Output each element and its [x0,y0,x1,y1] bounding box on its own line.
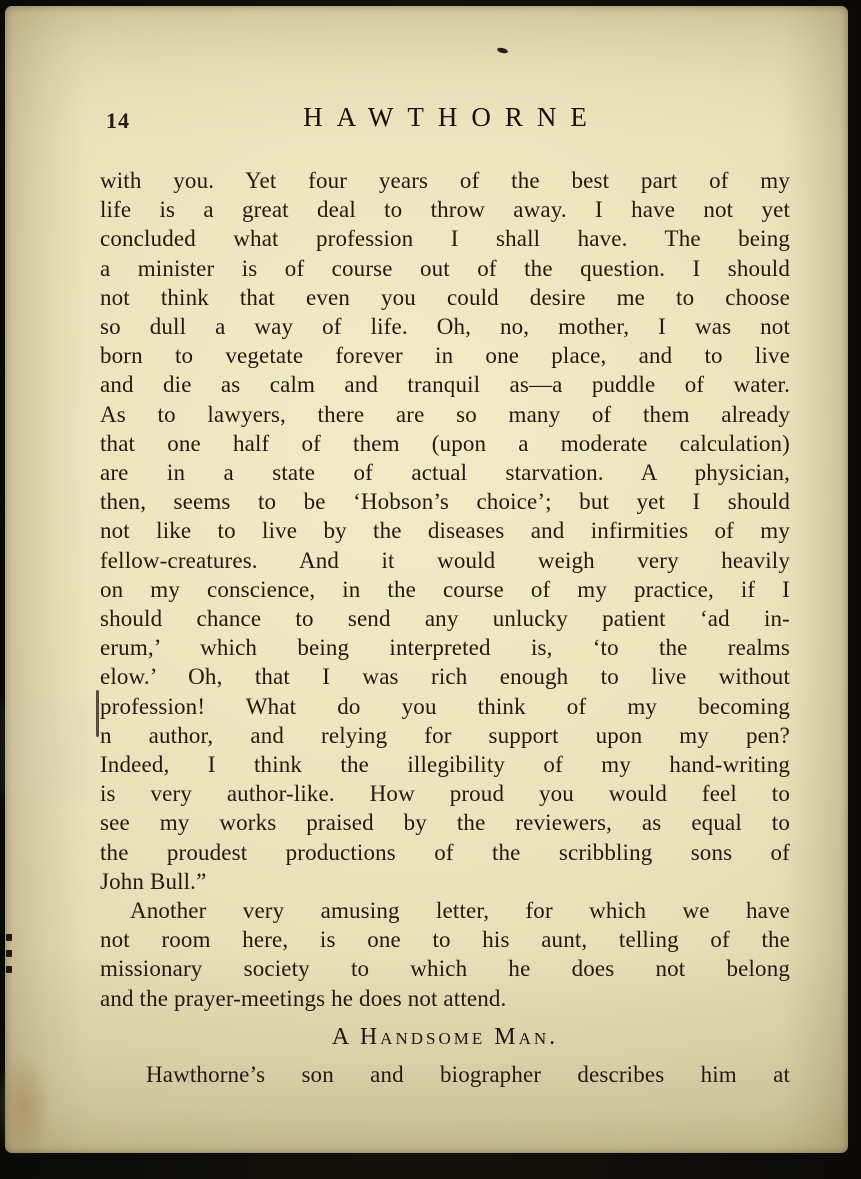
text-line: with you. Yet four years of the best part of my [100,168,790,193]
text-line: should chance to send any unlucky patient ‘ad in- [100,606,790,632]
text-line: life is a great deal to throw away. I have not yet [100,197,790,223]
page-title: HAWTHORNE [303,102,601,132]
text-line: and die as calm and tranquil as—a puddle of water. [100,372,790,398]
text-line: Indeed, I think the illegibility of my hand-writing [100,752,790,778]
section-heading: A Handsome Man. [331,1023,559,1050]
text-line: fellow-creatures. And it would weigh very heavily [100,547,790,573]
edge-ink-marks [6,934,14,990]
page-content [100,6,790,1089]
paragraph-2 [100,896,790,1013]
text-line: not think that even you could desire me to choose [100,284,790,310]
text-line: the proudest productions of the scribbling sons of [100,839,790,865]
text-line: Another very amusing letter, for which we have [130,898,790,924]
scan-light-patch [5,704,89,796]
text-line: that one half of them (upon a moderate calculation) [100,430,790,456]
text-line: not like to live by the diseases and infirmities of my [100,518,790,544]
text-line: so dull a way of life. Oh, no, mother, I was not [100,314,790,340]
text-line: is very author-like. How proud you would feel to [100,781,790,807]
text-line: As to lawyers, there are so many of them already [100,401,790,427]
text-line: not room here, is one to his aunt, telling of the [100,927,790,953]
text-line: profession! What do you think of my becoming [100,693,790,719]
text-line: are in a state of actual starvation. A physician, [100,460,790,486]
text-line: and the prayer-meetings he does not attend. [100,985,507,1011]
text-line: erum,’ which being interpreted is, ‘to the realms [100,635,790,661]
text-line: n author, and relying for support upon my pen? [100,722,790,748]
running-head [100,102,790,142]
text-line: John Bull.” [100,868,207,894]
text-line: then, seems to be ‘Hobson’s choice’; but yet I should [100,489,790,515]
crease-mark [96,690,99,737]
paragraph-3 [100,1060,790,1089]
text-line: concluded what profession I shall have. The being [100,226,790,252]
text-line: on my conscience, in the course of my practice, if I [100,576,790,602]
text-line: Hawthorne’s son and biographer describes him at [146,1062,790,1088]
paper-page [5,6,848,1153]
text-line: see my works praised by the reviewers, as equal to [100,810,790,836]
corner-stain [0,1052,51,1160]
text-line: elow.’ Oh, that I was rich enough to live without [100,664,790,690]
text-line: missionary society to which he does not belong [100,956,790,982]
text-line: born to vegetate forever in one place, and to live [100,343,790,369]
paragraph-1 [100,166,790,896]
page-number: 14 [106,108,130,133]
text-line: a minister is of course out of the question. I should [100,255,790,281]
body-text [100,166,790,1089]
